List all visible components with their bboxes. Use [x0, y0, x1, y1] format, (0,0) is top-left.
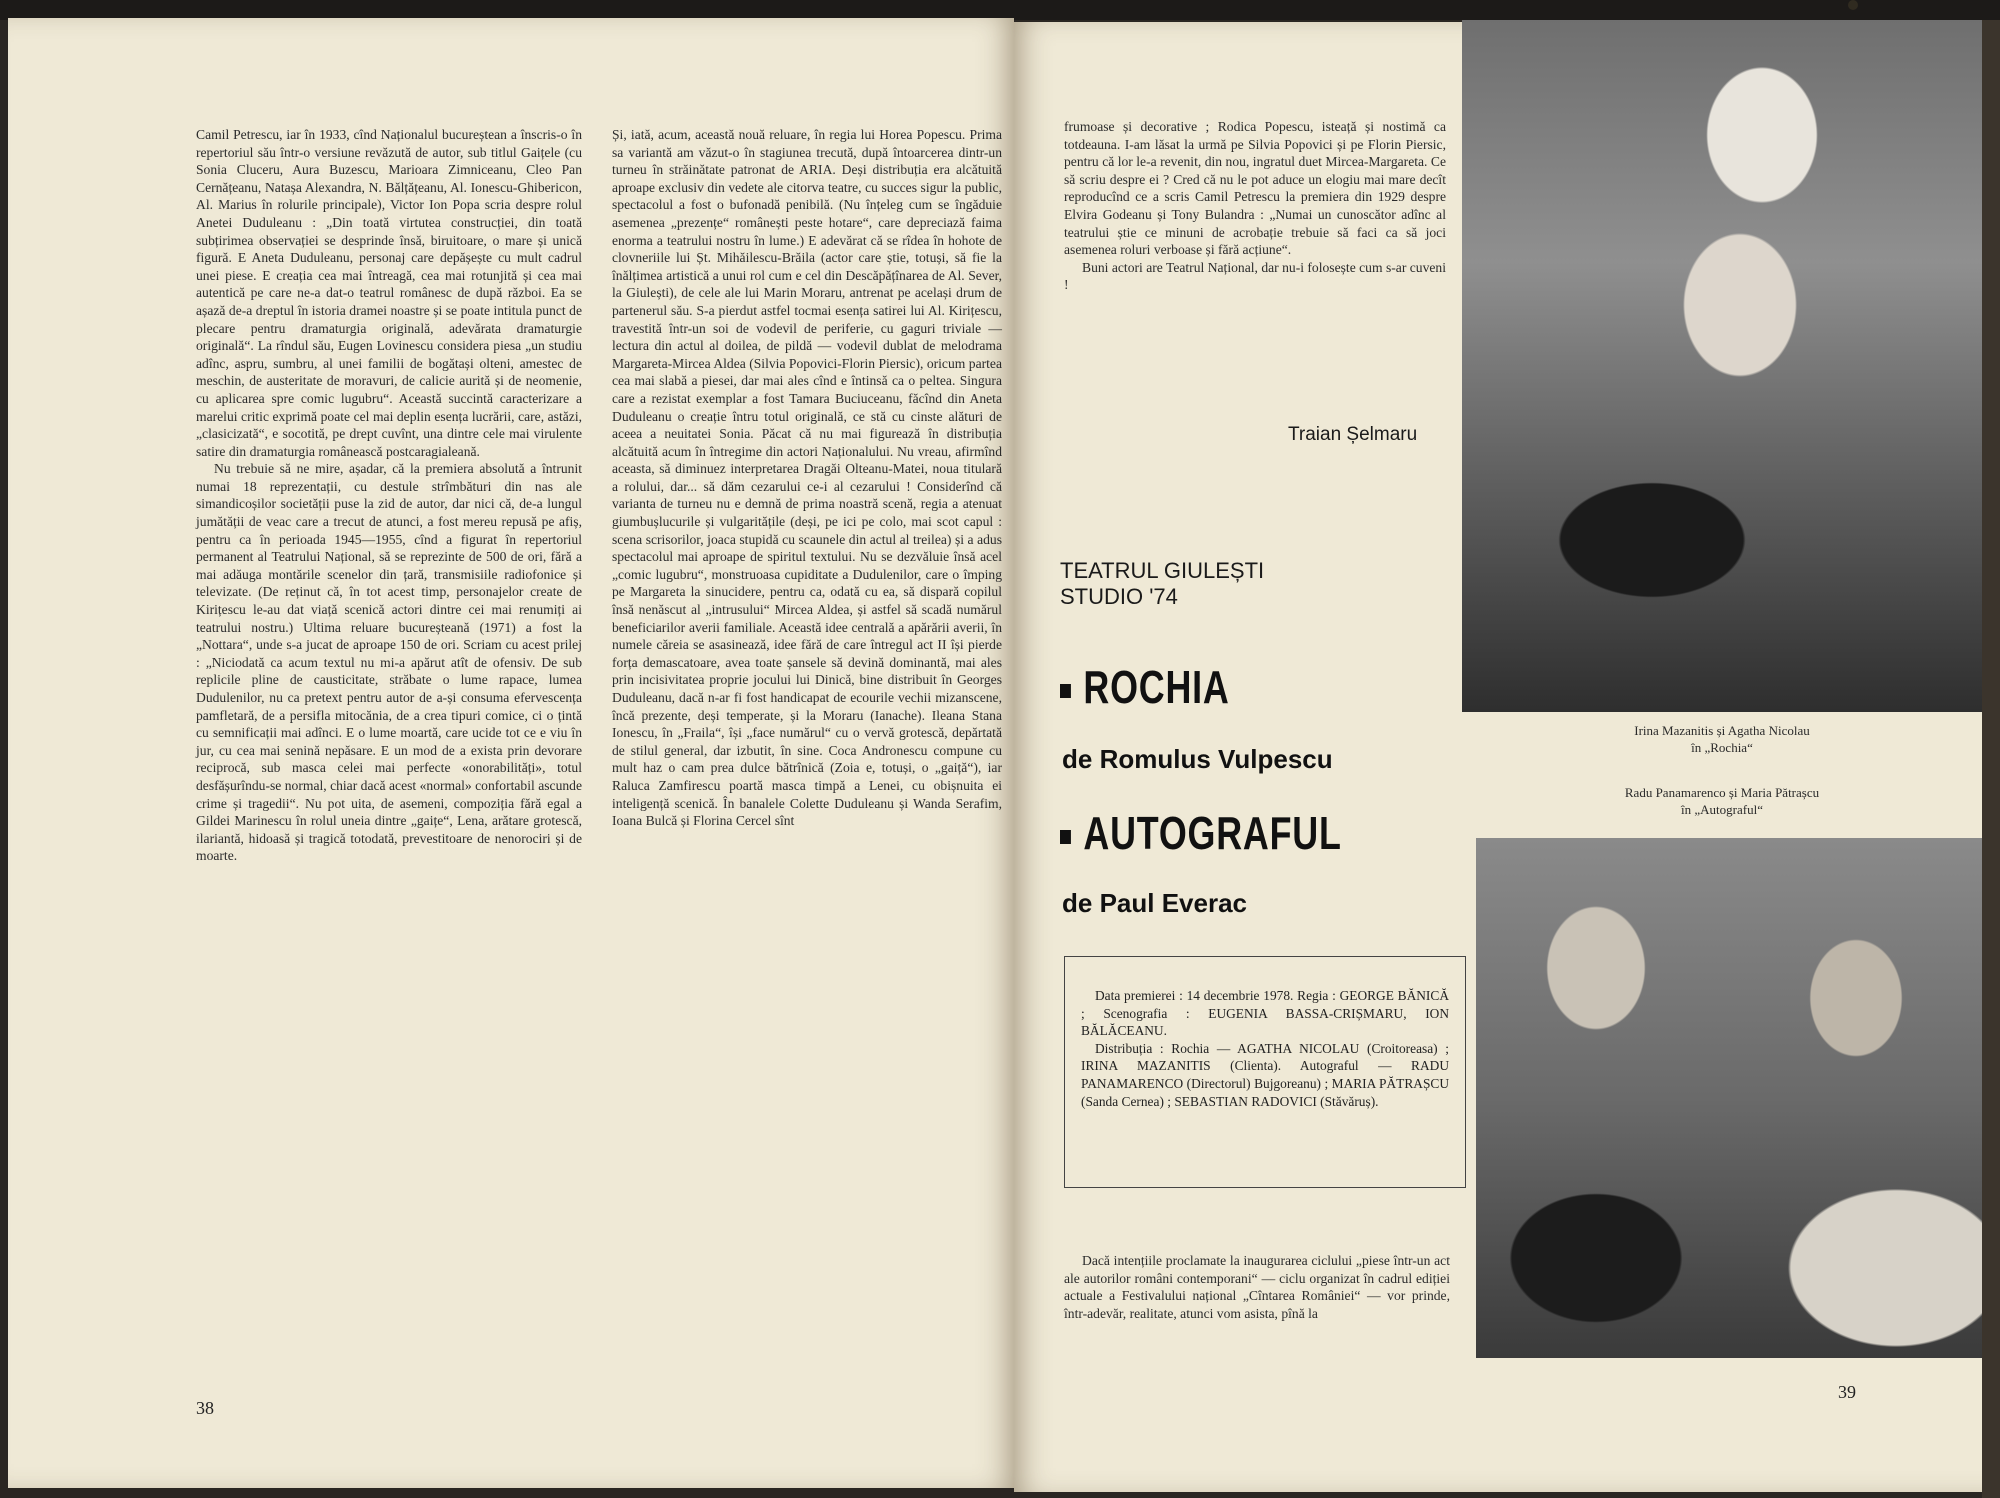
- right-col-paragraph-1: frumoase și decorative ; Rodica Popescu, isteață și nostimă ca totdeauna. I-am lăsat la urmă pe Silvia Popovici și pe Florin Piersic, pentru că lor le-a revenit, din nou, ingratul duet Mircea-Margareta. Ce să scriu despre ei ? Cred că nu le pot aduce un elogiu mai mare decît reproducînd ce a scris Camil Petrescu la premiera din 1929 despre Elvira Godeanu și Tony Bulandra : „Numai un cunoscător adînc al teatrului știe ce minuni de acrobație trebuie să faci ca să joci asemenea roluri verboase și fără acțiune“.: [1064, 119, 1446, 258]
- right-column-text: [1064, 118, 1446, 294]
- left-column-2: [612, 126, 1002, 830]
- caption1-line1: Irina Mazanitis și Agatha Nicolau: [1634, 723, 1810, 738]
- credits-box: [1064, 956, 1466, 1188]
- theatre-line-1: TEATRUL GIULEȘTI: [1060, 558, 1265, 583]
- credits-text: [1081, 987, 1449, 1110]
- credits-paragraph-2: Distribuția : Rochia — AGATHA NICOLAU (Croitoreasa) ; IRINA MAZANITIS (Clienta). Autograful — RADU PANAMARENCO (Directorul) Bujgoreanu) ; MARIA PĂTRAȘCU (Sanda Cernea) ; SEBASTIAN RADOVICI (Stăvăruș).: [1081, 1040, 1449, 1109]
- caption-photo-2: [1470, 784, 1974, 818]
- caption2-line2: în „Autograful“: [1681, 802, 1763, 817]
- right-page-edge: [1982, 20, 2000, 1498]
- page-number-left: 38: [196, 1398, 214, 1418]
- theatre-name: [1060, 558, 1264, 610]
- play1-author: de Romulus Vulpescu: [1062, 744, 1333, 774]
- bullet-icon: [1060, 684, 1071, 698]
- author-signature: Traian Șelmaru: [1288, 424, 1418, 445]
- photo-rochia: [1462, 20, 1982, 712]
- caption1-line2: în „Rochia“: [1691, 740, 1753, 755]
- left-column-1: [196, 126, 582, 865]
- play2-title-text: AUTOGRAFUL: [1083, 807, 1342, 859]
- bullet-icon: [1060, 830, 1071, 844]
- left-col1-paragraph-2: Nu trebuie să ne mire, așadar, că la premiera absolută a întrunit numai 18 reprezentații, cu destule strîmbături din nas ale simandicoșilor societății puse la zid de autor, dar nici că, de-a lungul jumătății de veac care a trecut de atunci, a fost mereu repusă pe afiș, pentru ca în perioada 1945—1955, cînd a figurat în repertoriul permanent al Teatrului Național, să se reprezinte de 500 de ori, fără a mai adăuga montările scenelor din țară, transmisiile radiofonice și televizate. (De reținut că, în tot acest timp, personajelor create de Kirițescu le-au dat viață scenică actori dintre cei mai renumiți ai teatrului nostru.) Ultima reluare bucureșteană (1971) a fost la „Nottara“, unde s-a jucat de aproape 150 de ori. Scriam cu acest prilej : „Niciodată ca acum textul nu mi-a apărut atît de ofensiv. De sub replicile pline de causticitate, străbate o lume rapace, lumea Dudulenilor, nu ca pretext pentru autor de a-și consuma efervescența pamfletară, de a persifla mitocănia, de a crea tipuri comice, ci o țintă cu semnificații mai adînci. E o lume moartă, care ucide tot ce e viu în jur, cu cea mai senină nepăsare. E un mod de a exista prin devorare reciprocă, sub masca celei mai perfecte «onorabilități», totul desfășurîndu-se normal, chiar dacă acest «normal» confortabil ascunde crime și tragedii“. Nu pot uita, de asemeni, compoziția fără egal a Gildei Marinescu în rolul uneia dintre „gaițe“, Lena, arătare grotescă, ilariantă, hidoasă și tragică totodată, prevestitoare de nenorociri și de moarte.: [196, 461, 582, 864]
- play-title-autograful: [1060, 806, 1342, 860]
- play1-title-text: ROCHIA: [1083, 661, 1230, 713]
- play-title-rochia: [1060, 660, 1230, 714]
- paper-stain: [1848, 0, 1858, 10]
- credits-paragraph-1: Data premierei : 14 decembrie 1978. Regia : GEORGE BĂNICĂ ; Scenografia : EUGENIA BASSA-CRIȘMARU, ION BĂLĂCEANU.: [1081, 988, 1449, 1039]
- caption2-line1: Radu Panamarenco și Maria Pătrașcu: [1624, 785, 1820, 800]
- left-col1-paragraph-1: Camil Petrescu, iar în 1933, cînd Naționalul bucureștean a înscris-o în repertoriul său într-o versiune revăzută de autor, sub titlul Gaițele (cu Sonia Cluceru, Aura Buzescu, Marioara Zimniceanu, Cleo Pan Cernățeanu, Natașa Alexandra, N. Bălțățeanu, Al. Ionescu-Ghibericon, Al. Marius în rolurile principale), Victor Ion Popa scria despre rolul Anetei Duduleanu : „Din toată virtutea construcției, din toată subțirimea observației se desprinde însă, biruitoare, o mare și unică figură. E Aneta Duduleanu, personaj care depășește cu mult cadrul unei piese. E creația cea mai întreagă, cea mai rotunjită și cea mai autentică pe care ne-a dat-o teatrul românesc de după război. Ea se așază de-a dreptul în istoria dramei noastre și se poate intitula punct de plecare pentru dramaturgia originală, adevărata dramaturgie originală“. La rîndul său, Eugen Lovinescu considera piesa „un studiu adînc, aspru, sumbru, al unei familii de bogătași olteni, amestec de meschin, de austeritate de moravuri, de calicie aurită și de neomenie, cu aplicarea spre comic lugubru“. Această succintă caracterizare a marelui critic exprimă poate cel mai deplin esența lucrării, care, astăzi, „clasicizată“, e socotită, pe drept cuvînt, una dintre cele mai virulente satire din dramaturgia românească postcaragialeană.: [196, 127, 582, 459]
- left-col2-paragraph-1: Și, iată, acum, această nouă reluare, în regia lui Horea Popescu. Prima sa variantă am văzut-o în stagiunea trecută, după întoarcerea dintr-un turneu în străinătate patronat de ARIA. Deși distribuția era alcătuită aproape exclusiv din vedete ale citorva teatre, cu succes sigur la public, spectacolul a fost o bufonadă penibilă. (Nu înțeleg cum se îngăduie asemenea „prezențe“ românești peste hotare“, care depreciază faima enorma a teatrului nostru în lume.) E adevărat că se rîdea în hohote de clovneriile lui Șt. Mihăilescu-Brăila (actor care știe, totuși, să fie la înălțimea artistică a unui rol cum e cel din Descăpățînarea de Al. Sever, la Giulești), de cele ale lui Marin Moraru, antrenat pe același drum de partenerul său. S-a pierdut astfel tocmai esența satirei lui Al. Kirițescu, travestită într-un soi de vodevil de periferie, cu gaguri triviale — lectura din actul al doilea, de pildă — vodevil dublat de melodrama Margareta-Mircea Aldea (Silvia Popovici-Florin Piersic), oricum partea cea mai slabă a piesei, dar mai ales cînd e întinsă ca o peltea. Singura care a rezistat exemplar a fost Tamara Buciuceanu, făcînd din Aneta Duduleanu o creație întru totul originală, ce stă cu cinste alături de aceea a neuitatei Sonia. Păcat că nu mai figurează în distribuția alcătuită acum în întregime din actori Naționalului. Nu vreau, afirmînd aceasta, să diminuez interpretarea Dragăi Olteanu-Matei, noua titulară a rolului, dar... să dăm cezarului ce-i al cezarului ! Considerînd că varianta de turneu nu e demnă de prima noastră scenă, regia a atenuat giumbușlucurile și vulgaritățile (deși, pe ici pe colo, mai scot capul : scena scrisorilor, joaca stupidă cu scaunele din actul al treilea) și a adus spectacolul mai aproape de spiritul textului. Nu se dezvăluie însă acel „comic lugubru“, monstruoasa cupiditate a Dudulenilor, care o împing pe Margareta la sinucidere, pentru ca, odată cu ea, să dispară copilul însă nenăscut al „intrusului“ Mircea Aldea, și astfel să scadă numărul beneficiarilor averii familiale. Această idee centrală a apărării averii, în numele căreia se asasinează, idee fără de care întregul act II își pierde forța demascatoare, avea toate șansele să devină dominantă, mai ales prin incisivitatea proprie jocului lui Dinică, bine distribuit în Georges Duduleanu, dacă n-ar fi fost handicapat de ecourile vechii mizanscene, încă prezente, deși temperate, și la Moraru (Ianache). Ileana Stana Ionescu, în „Fraila“, își „face numărul“ cu o vervă grotescă, depărtată de stilul general, dar izbutit, în sine. Coca Andronescu compune cu mult haz o cam prea dulce bătrînică (Zoia e, totuși, o „gaiță“), iar Raluca Zamfirescu poartă masca timpă a Lenei, cu obișnuita ei inteligență scenică. În banalele Colette Duduleanu și Wanda Serafim, Ioana Bulcă și Florina Cercel sînt: [612, 127, 1002, 829]
- right-bottom-paragraph: Dacă intențiile proclamate la inaugurarea ciclului „piese într-un act ale autorilor români contemporani“ — ciclu organizat în cadrul ediției actuale a Festivalului național „Cîntarea României“ — vor prinde, într-adevăr, realitate, atunci vom asista, pînă la: [1064, 1253, 1450, 1321]
- photo-autograful: [1476, 838, 1982, 1358]
- play2-author: de Paul Everac: [1062, 888, 1247, 918]
- caption-photo-1: [1470, 722, 1974, 756]
- right-bottom-text: [1064, 1252, 1450, 1322]
- theatre-line-2: STUDIO '74: [1060, 584, 1178, 609]
- page-number-right: 39: [1838, 1382, 1856, 1402]
- top-dark-band: [0, 0, 2000, 20]
- right-col-paragraph-2: Buni actori are Teatrul Național, dar nu-i folosește cum s-ar cuveni !: [1064, 259, 1446, 293]
